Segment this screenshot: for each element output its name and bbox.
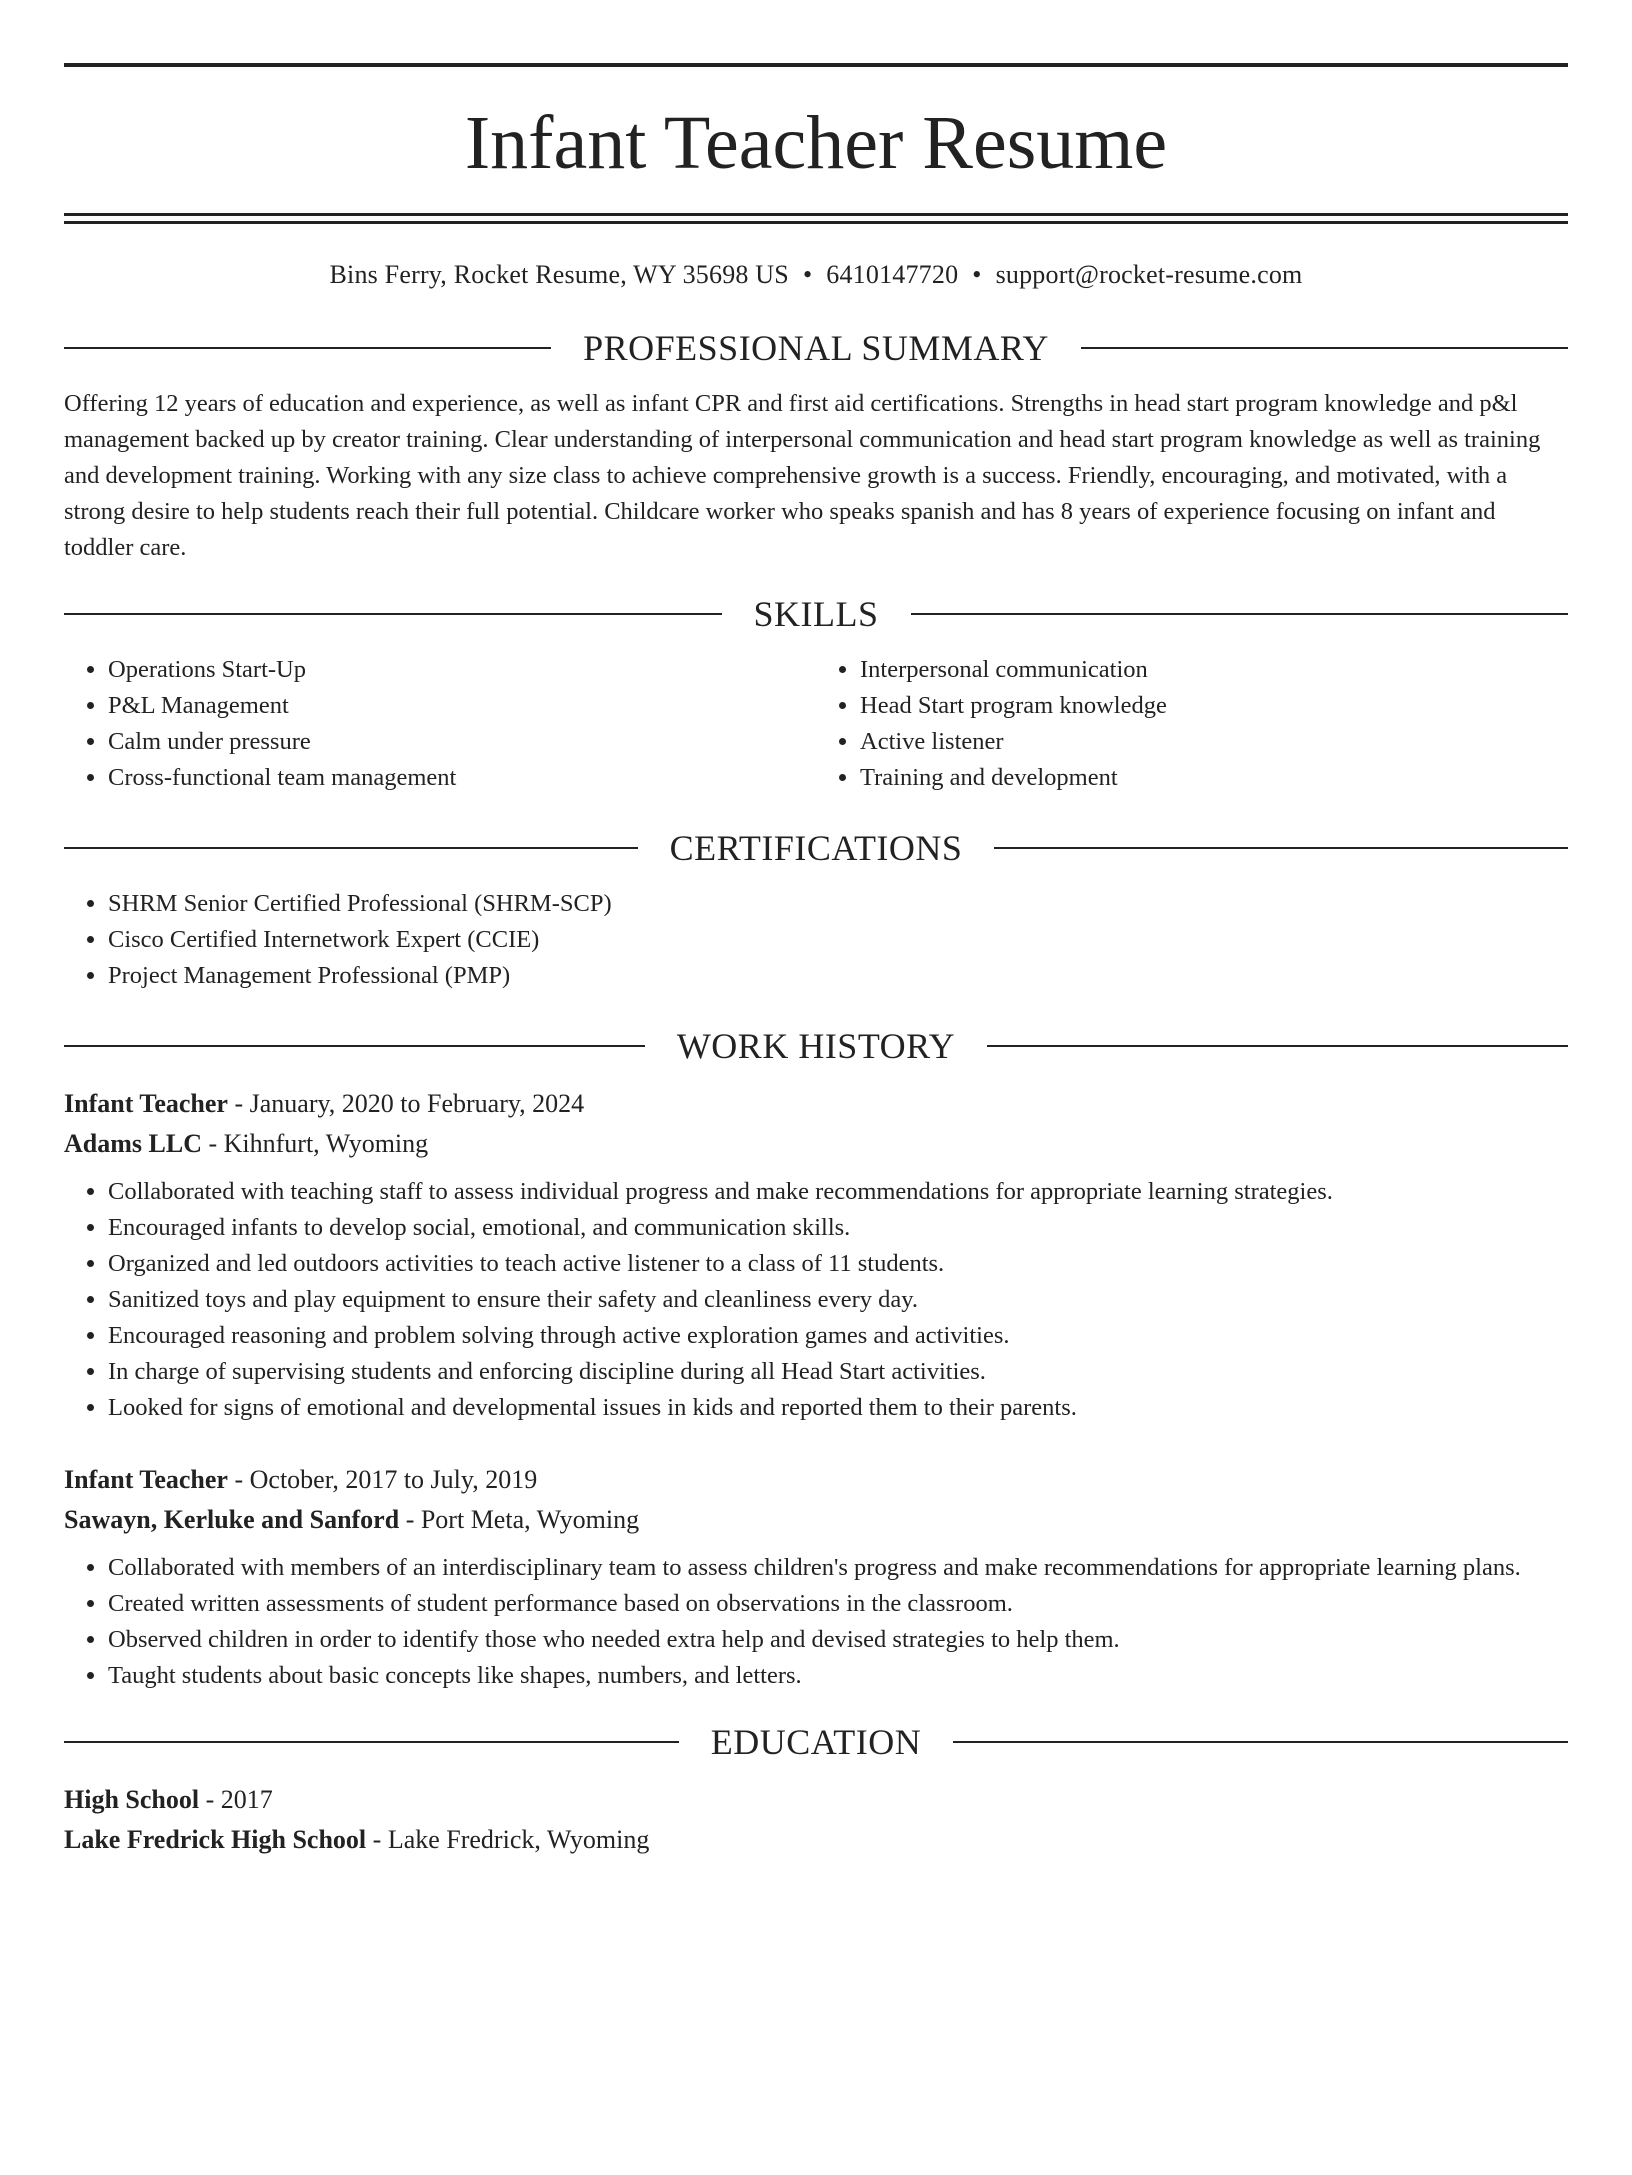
contact-address: Bins Ferry, Rocket Resume, WY 35698 US (329, 260, 789, 289)
work-history-heading (64, 1028, 1568, 1064)
job-duty: • Sanitized toys and play equipment to ensure their safety and cleanliness every day. (108, 1282, 1568, 1318)
heading-rule (64, 1741, 679, 1743)
job-duties (64, 1550, 1568, 1694)
job-location: - Port Meta, Wyoming (399, 1505, 640, 1534)
resume-page (0, 63, 1632, 2175)
job-title: Infant Teacher (64, 1465, 228, 1494)
heading-rule (994, 847, 1568, 849)
certifications-heading-text: CERTIFICATIONS (669, 828, 963, 868)
heading-rule (1081, 347, 1568, 349)
job-duty: • Collaborated with teaching staff to assess individual progress and make recommendations for appropriate learning strategies. (108, 1174, 1568, 1210)
certification-item: • Cisco Certified Internetwork Expert (CCIE) (108, 922, 1568, 958)
heading-rule (64, 613, 722, 615)
contact-separator: • (802, 260, 813, 289)
certifications-list (64, 886, 1568, 994)
skills-list (64, 652, 1568, 796)
job-duty: • Encouraged reasoning and problem solving through active exploration games and activities. (108, 1318, 1568, 1354)
contact-line (64, 260, 1568, 290)
skill-item: • Calm under pressure (108, 724, 816, 760)
certification-item: • SHRM Senior Certified Professional (SHRM-SCP) (108, 886, 1568, 922)
job-entry (64, 1460, 1568, 1694)
skill-item: • Interpersonal communication (860, 652, 1568, 688)
job-company-line (64, 1124, 1568, 1164)
job-location: - Kihnfurt, Wyoming (201, 1129, 429, 1158)
heading-rule (953, 1741, 1568, 1743)
education-school: Lake Fredrick High School (64, 1825, 367, 1854)
heading-rule (987, 1045, 1568, 1047)
job-dates: - October, 2017 to July, 2019 (227, 1465, 538, 1494)
contact-separator: • (972, 260, 982, 289)
education-degree: High School (64, 1785, 200, 1814)
heading-rule (64, 347, 551, 349)
education-heading (64, 1724, 1568, 1760)
summary-heading (64, 330, 1568, 366)
job-duty: • Created written assessments of student performance based on observations in the classroom. (108, 1586, 1568, 1622)
resume-title: Infant Teacher Resume (464, 101, 1168, 185)
work-history-heading-text: WORK HISTORY (676, 1026, 956, 1066)
education-school-line (64, 1820, 1568, 1860)
job-title-line (64, 1460, 1568, 1500)
job-dates: - January, 2020 to February, 2024 (227, 1089, 585, 1118)
skills-column-right (816, 652, 1568, 796)
skills-heading-text: SKILLS (753, 594, 879, 634)
certifications-heading (64, 830, 1568, 866)
contact-phone: 6410147720 (826, 260, 959, 289)
contact-email: support@rocket-resume.com (995, 260, 1303, 289)
job-title: Infant Teacher (64, 1089, 228, 1118)
summary-text: Offering 12 years of education and experience, as well as infant CPR and first aid certifications. Strengths in head start program knowledge and p&l management backed up by creator training. Clear understanding of interpersonal communication and head start program knowledge as well as training and development training. Working with any size class to achieve comprehensive growth is a success. Friendly, encouraging, and motivated, with a strong desire to help students reach their full potential. Childcare worker who speaks spanish and has 8 years of experience focusing on infant and toddler care. (64, 390, 1541, 561)
skill-item: • Active listener (860, 724, 1568, 760)
job-duty: • Looked for signs of emotional and developmental issues in kids and reported them to their parents. (108, 1390, 1568, 1426)
skills-heading (64, 596, 1568, 632)
education-entry (64, 1780, 1568, 1860)
skills-column-left (64, 652, 816, 796)
summary-heading-text: PROFESSIONAL SUMMARY (583, 328, 1049, 368)
title-double-rule (64, 213, 1568, 224)
job-company-line (64, 1500, 1568, 1540)
education-location: - Lake Fredrick, Wyoming (366, 1825, 650, 1854)
skill-item: • Head Start program knowledge (860, 688, 1568, 724)
skill-item: • Training and development (860, 760, 1568, 796)
certification-item: • Project Management Professional (PMP) (108, 958, 1568, 994)
job-company: Adams LLC (64, 1129, 202, 1158)
job-entry (64, 1084, 1568, 1426)
skill-item: • P&L Management (108, 688, 816, 724)
job-title-line (64, 1084, 1568, 1124)
heading-rule (911, 613, 1569, 615)
education-year: - 2017 (199, 1785, 273, 1814)
job-duties (64, 1174, 1568, 1426)
skill-item: • Cross-functional team management (108, 760, 816, 796)
job-duty: • Observed children in order to identify those who needed extra help and devised strategies to help them. (108, 1622, 1568, 1658)
job-duty: • Taught students about basic concepts like shapes, numbers, and letters. (108, 1658, 1568, 1694)
heading-rule (64, 1045, 645, 1047)
job-duty: • In charge of supervising students and enforcing discipline during all Head Start activities. (108, 1354, 1568, 1390)
skill-item: • Operations Start-Up (108, 652, 816, 688)
job-duty: • Encouraged infants to develop social, emotional, and communication skills. (108, 1210, 1568, 1246)
education-heading-text: EDUCATION (710, 1722, 922, 1762)
education-degree-line (64, 1780, 1568, 1820)
job-company: Sawayn, Kerluke and Sanford (64, 1505, 400, 1534)
job-duty: • Collaborated with members of an interdisciplinary team to assess children's progress and make recommendations for appropriate learning plans. (108, 1550, 1568, 1586)
heading-rule (64, 847, 638, 849)
job-duty: • Organized and led outdoors activities to teach active listener to a class of 11 students. (108, 1246, 1568, 1282)
